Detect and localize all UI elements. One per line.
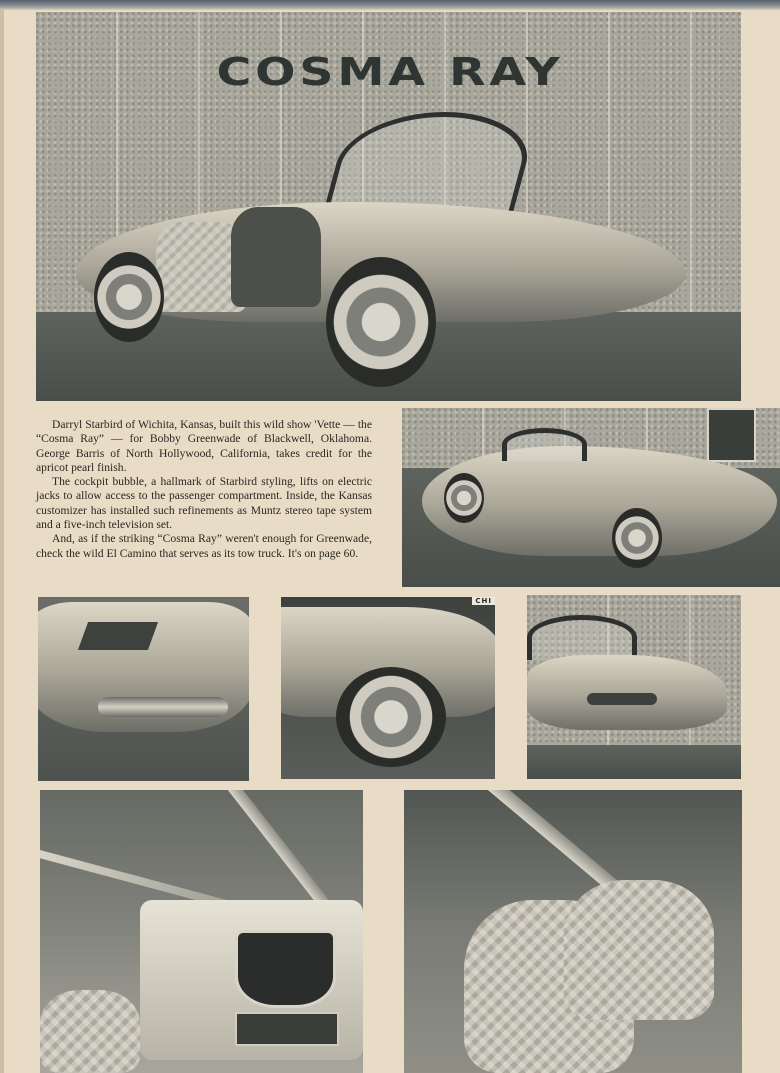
photo-rear-tail [38,597,249,781]
photo-seats [404,790,742,1073]
page-left-edge [0,10,4,1073]
wheel [336,667,446,767]
article-body [36,418,372,561]
page-top-edge [0,0,780,10]
seat [564,880,714,1020]
photo-dashboard [40,790,363,1073]
photo-rear-bubble [527,595,741,779]
photo-hero [36,12,741,401]
building-window [707,408,756,462]
hood-scoop [78,622,158,650]
seat [40,990,140,1073]
sign-text: CHI [472,597,495,605]
car-door [231,207,321,307]
tail-light [98,697,228,717]
television-screen [235,930,336,1008]
rear-wheel [326,257,436,387]
title: COSMA RAY [216,50,564,94]
stereo-tape-system [235,1012,339,1046]
cockpit-bubble [527,615,637,660]
article-paragraph: Darryl Starbird of Wichita, Kansas, built this wild show 'Vette — the “Cosma Ray” — for Bobby Greenwade of Blackwell, Oklahoma. George Barris of North Hollywood, California, takes credit for the apricot pearl finish. [36,418,372,474]
cockpit-bubble [502,428,587,461]
front-wheel [444,473,484,523]
tail-light [587,693,657,705]
front-wheel [94,252,164,342]
article-paragraph: And, as if the striking “Cosma Ray” weren't enough for Greenwade, check the wild El Camino that serves as its tow truck. It's on page 60. [36,532,372,560]
rear-wheel [612,508,662,568]
photo-side-front [402,408,780,587]
photo-wheel [281,597,495,779]
article-paragraph: The cockpit bubble, a hallmark of Starbird styling, lifts on electric jacks to allow access to the passenger compartment. Inside, the Kansas customizer has installed such refinements as Muntz stereo tape system and a five-inch television set. [36,475,372,532]
